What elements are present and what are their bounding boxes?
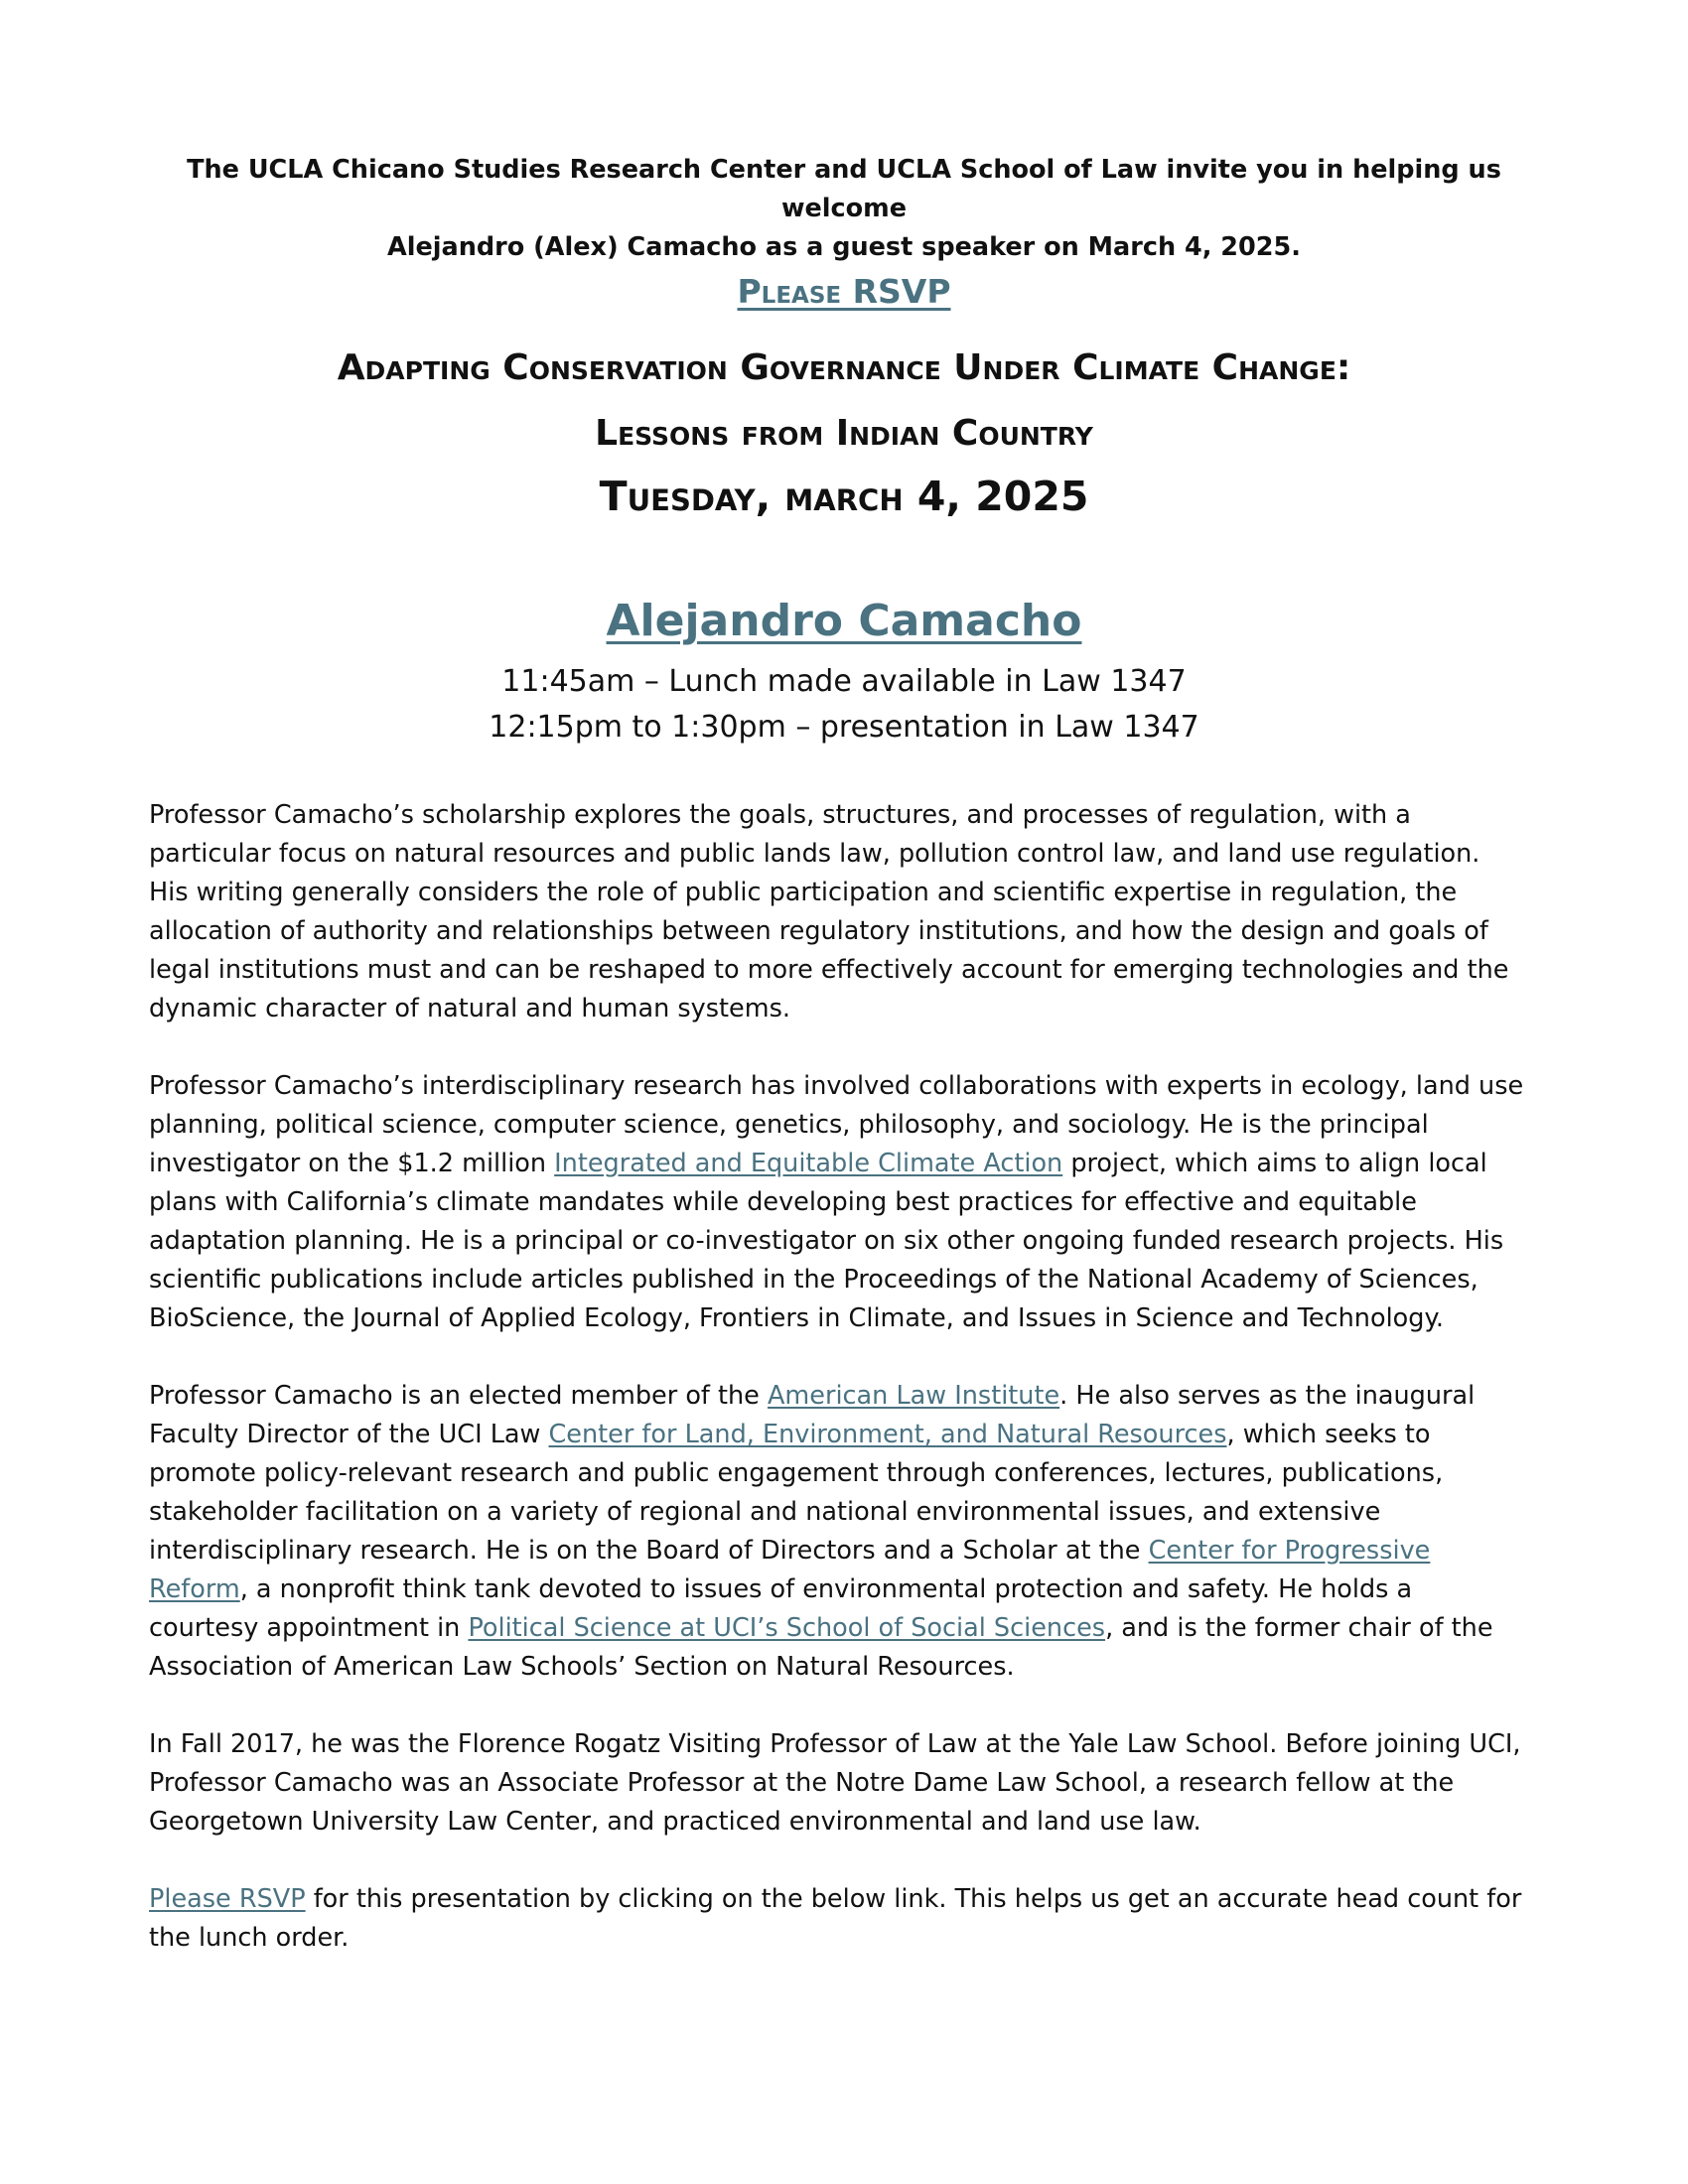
bio-paragraph-3 bbox=[149, 1377, 1549, 1687]
political-science-link[interactable]: Political Science at UCI’s School of Social Sciences bbox=[468, 1613, 1106, 1643]
bio-line: His writing generally considers the role of public participation and scientific expertise in regulation, the bbox=[149, 878, 1458, 907]
bio-line: Professor Camacho was an Associate Professor at the Notre Dame Law School, a research fellow at the bbox=[149, 1768, 1455, 1798]
bio-line: the lunch order. bbox=[149, 1923, 350, 1953]
bio-paragraph-4 bbox=[149, 1725, 1549, 1842]
bio-text: . He also serves as the inaugural bbox=[1059, 1381, 1476, 1411]
event-title-line: Adapting Conservation Governance Under Climate Change: bbox=[337, 347, 1351, 388]
speaker-name bbox=[0, 592, 1688, 651]
event-date: Tuesday, march 4, 2025 bbox=[599, 473, 1089, 520]
bio-line: adaptation planning. He is a principal or co-investigator on six other ongoing funded research projects. His bbox=[149, 1226, 1504, 1256]
bio-text: for this presentation by clicking on the below link. This helps us get an accurate head count for bbox=[305, 1884, 1522, 1914]
intro-text bbox=[129, 151, 1559, 267]
bio-text: interdisciplinary research. He is on the Board of Directors and a Scholar at the bbox=[149, 1536, 1149, 1566]
bio-line: Professor Camacho’s scholarship explores the goals, structures, and processes of regulation, with a bbox=[149, 800, 1411, 830]
bio-line: particular focus on natural resources and public lands law, pollution control law, and land use regulation. bbox=[149, 839, 1480, 869]
progressive-reform-link[interactable]: Center for Progressive bbox=[1148, 1536, 1431, 1566]
bio-text: , a nonprofit think tank devoted to issues of environmental protection and safety. He holds a bbox=[239, 1574, 1413, 1604]
bio-line: Association of American Law Schools’ Section on Natural Resources. bbox=[149, 1652, 1015, 1682]
bio-line: dynamic character of natural and human systems. bbox=[149, 994, 790, 1024]
bio-line bbox=[149, 1570, 1549, 1609]
event-schedule bbox=[0, 659, 1688, 751]
bio-text: investigator on the $1.2 million bbox=[149, 1149, 555, 1178]
bio-line bbox=[149, 1609, 1549, 1648]
climate-action-link[interactable]: Integrated and Equitable Climate Action bbox=[554, 1149, 1063, 1178]
rsvp-link[interactable]: Please RSVP bbox=[149, 1884, 306, 1914]
event-title-line: Lessons from Indian Country bbox=[595, 413, 1093, 454]
bio-line: BioScience, the Journal of Applied Ecology, Frontiers in Climate, and Issues in Science and Technology. bbox=[149, 1303, 1444, 1333]
bio-line: stakeholder facilitation on a variety of regional and national environmental issues, and extensive bbox=[149, 1497, 1381, 1527]
bio-line bbox=[149, 1145, 1549, 1183]
american-law-institute-link[interactable]: American Law Institute bbox=[767, 1381, 1060, 1411]
schedule-item: 11:45am – Lunch made available in Law 1347 bbox=[501, 664, 1187, 699]
clean-center-link[interactable]: Center for Land, Environment, and Natural Resources bbox=[548, 1420, 1227, 1449]
rsvp-heading-link[interactable]: Please RSVP bbox=[737, 272, 951, 311]
bio-line: scientific publications include articles published in the Proceedings of the National Academy of Sciences, bbox=[149, 1265, 1478, 1295]
intro-line: The UCLA Chicano Studies Research Center and UCLA School of Law invite you in helping us welcome bbox=[187, 155, 1501, 223]
bio-paragraph-1 bbox=[149, 796, 1549, 1028]
progressive-reform-link-cont[interactable]: Reform bbox=[149, 1574, 240, 1604]
bio-paragraph-2 bbox=[149, 1067, 1549, 1338]
intro-line: Alejandro (Alex) Camacho as a guest speaker on March 4, 2025. bbox=[387, 232, 1301, 262]
bio-text: Faculty Director of the UCI Law bbox=[149, 1420, 549, 1449]
bio-text: , which seeks to bbox=[1226, 1420, 1431, 1449]
bio-line: plans with California’s climate mandates while developing best practices for effective and equitable bbox=[149, 1187, 1417, 1217]
bio-line: Professor Camacho’s interdisciplinary research has involved collaborations with experts in ecology, land use bbox=[149, 1071, 1524, 1101]
speaker-bio bbox=[149, 796, 1549, 1996]
bio-line: promote policy-relevant research and public engagement through conferences, lectures, publications, bbox=[149, 1458, 1444, 1488]
rsvp-heading bbox=[0, 270, 1688, 314]
bio-line: allocation of authority and relationships between regulatory institutions, and how the design and goals of bbox=[149, 916, 1488, 946]
bio-text: project, which aims to align local bbox=[1062, 1149, 1487, 1178]
rsvp-paragraph bbox=[149, 1880, 1549, 1958]
bio-line bbox=[149, 1532, 1549, 1570]
bio-text: , and is the former chair of the bbox=[1105, 1613, 1493, 1643]
bio-line bbox=[149, 1880, 1549, 1919]
bio-text: courtesy appointment in bbox=[149, 1613, 469, 1643]
bio-text: Professor Camacho is an elected member of the bbox=[149, 1381, 768, 1411]
bio-line: planning, political science, computer science, genetics, philosophy, and sociology. He is the principal bbox=[149, 1110, 1429, 1140]
event-title bbox=[89, 336, 1599, 467]
schedule-item: 12:15pm to 1:30pm – presentation in Law 1347 bbox=[489, 710, 1199, 745]
bio-line: legal institutions must and can be reshaped to more effectively account for emerging technologies and the bbox=[149, 955, 1509, 985]
bio-line bbox=[149, 1377, 1549, 1416]
bio-line bbox=[149, 1416, 1549, 1454]
bio-line: Georgetown University Law Center, and practiced environmental and land use law. bbox=[149, 1807, 1201, 1837]
speaker-name-link[interactable]: Alejandro Camacho bbox=[606, 596, 1082, 646]
bio-line: In Fall 2017, he was the Florence Rogatz Visiting Professor of Law at the Yale Law School. Before joining UCI, bbox=[149, 1729, 1521, 1759]
